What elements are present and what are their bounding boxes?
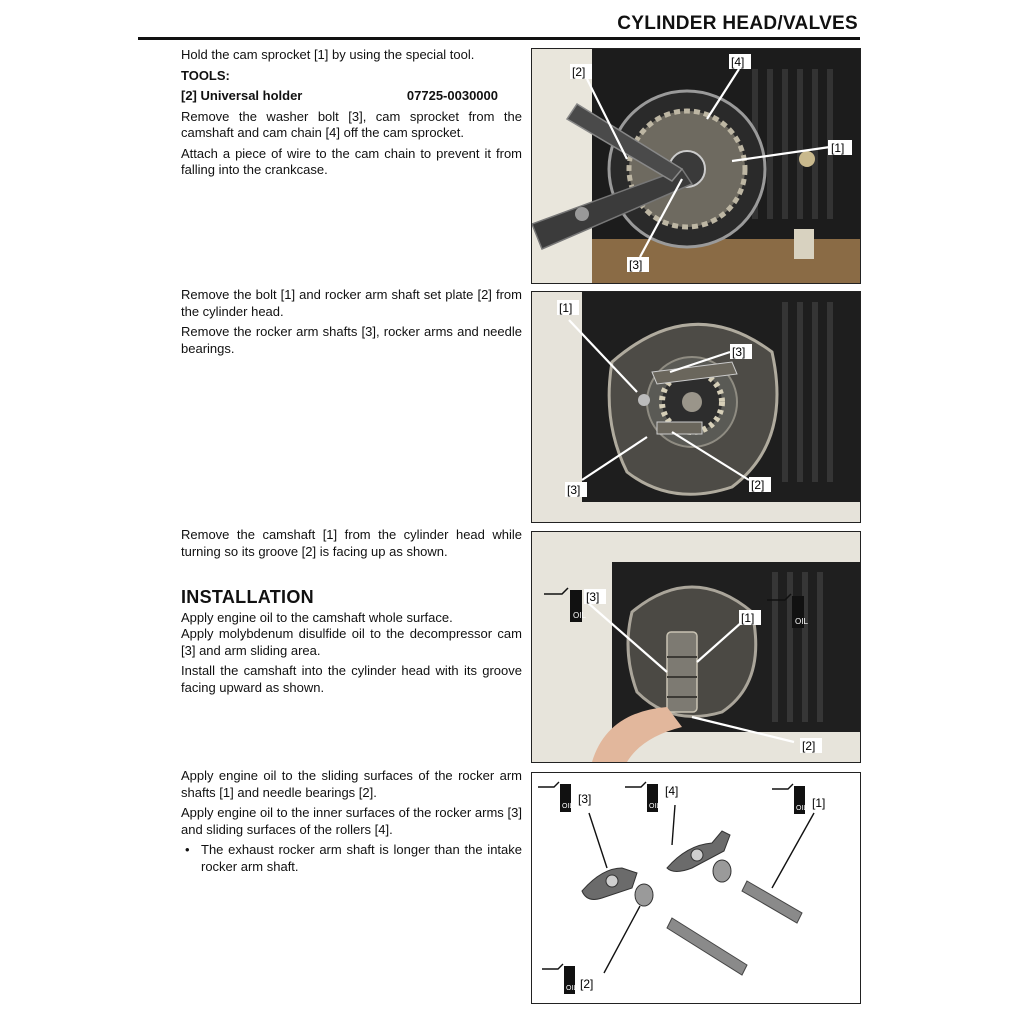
callout-label: [1] bbox=[741, 611, 755, 625]
paragraph: Attach a piece of wire to the cam chain to prevent it from falling into the crankcase. bbox=[181, 145, 522, 177]
callout-label: [3] bbox=[578, 792, 592, 806]
bullet-note bbox=[181, 842, 522, 875]
paragraph: Apply engine oil to the camshaft whole surface. bbox=[181, 609, 453, 625]
figure-camshaft bbox=[531, 531, 861, 763]
oil-label: OIL bbox=[795, 617, 808, 626]
oil-label: OIL bbox=[649, 803, 661, 810]
paragraph: Remove the camshaft [1] from the cylinder head while turning so its groove [2] is facing up as shown. bbox=[181, 527, 522, 559]
parts-illustration bbox=[532, 773, 860, 1003]
engine-photo-illustration bbox=[532, 49, 860, 283]
bullet-mark: • bbox=[185, 842, 190, 857]
callout-label: [3] bbox=[567, 483, 581, 497]
header-rule bbox=[138, 37, 860, 40]
callout-label: [2] bbox=[802, 739, 816, 753]
section-2-text bbox=[181, 287, 522, 361]
figure-cam-sprocket-holder bbox=[531, 48, 861, 284]
callout-label: [4] bbox=[665, 784, 679, 798]
callout-label: [1] bbox=[831, 141, 845, 155]
paragraph: Apply molybdenum disulfide oil to the decompressor cam [3] and arm sliding area. bbox=[181, 626, 522, 658]
section-5-text bbox=[181, 768, 522, 875]
callout-label: [4] bbox=[731, 55, 745, 69]
paragraph: Apply engine oil to the sliding surfaces of the rocker arm shafts [1] and needle bearings [2]. bbox=[181, 768, 522, 800]
paragraph: Hold the cam sprocket [1] by using the special tool. bbox=[181, 47, 475, 62]
callout-label: [3] bbox=[732, 345, 746, 359]
section-heading: INSTALLATION bbox=[181, 587, 314, 607]
paragraph: Apply engine oil to the inner surfaces of the rocker arms [3] and sliding surfaces of the rollers [4]. bbox=[181, 805, 522, 837]
installation-text bbox=[181, 589, 522, 700]
paragraph: Remove the rocker arm shafts [3], rocker arms and needle bearings. bbox=[181, 324, 522, 356]
bullet-text: The exhaust rocker arm shaft is longer than the intake rocker arm shaft. bbox=[201, 842, 522, 874]
figure-rocker-parts bbox=[531, 772, 861, 1004]
callout-label: [1] bbox=[559, 301, 573, 315]
section-1-text bbox=[181, 47, 522, 183]
figure-rocker-shaft-plate bbox=[531, 291, 861, 523]
oil-label: OIL bbox=[562, 803, 574, 810]
paragraph: Remove the bolt [1] and rocker arm shaft set plate [2] from the cylinder head. bbox=[181, 287, 522, 319]
tool-name: [2] Universal holder bbox=[181, 88, 303, 103]
callout-label: [2] bbox=[751, 478, 765, 492]
section-3-text bbox=[181, 527, 522, 564]
callout-label: [1] bbox=[812, 796, 826, 810]
oil-label: OIL bbox=[566, 985, 578, 992]
engine-photo-illustration bbox=[532, 532, 860, 762]
oil-label: OIL bbox=[796, 805, 808, 812]
tool-row bbox=[181, 88, 498, 105]
paragraph: Remove the washer bolt [3], cam sprocket from the camshaft and cam chain [4] off the cam sprocket. bbox=[181, 108, 522, 140]
engine-photo-illustration bbox=[532, 292, 860, 522]
callout-label: [2] bbox=[572, 65, 586, 79]
callout-label: [2] bbox=[580, 977, 594, 991]
tool-number: 07725-0030000 bbox=[406, 88, 498, 103]
paragraph: Install the camshaft into the cylinder head with its groove facing upward as shown. bbox=[181, 663, 522, 695]
callout-label: [3] bbox=[586, 590, 600, 604]
page-title: CYLINDER HEAD/VALVES bbox=[617, 13, 858, 34]
callout-label: [3] bbox=[629, 258, 643, 272]
oil-label: OIL bbox=[573, 611, 586, 620]
tools-heading: TOOLS: bbox=[181, 67, 230, 83]
